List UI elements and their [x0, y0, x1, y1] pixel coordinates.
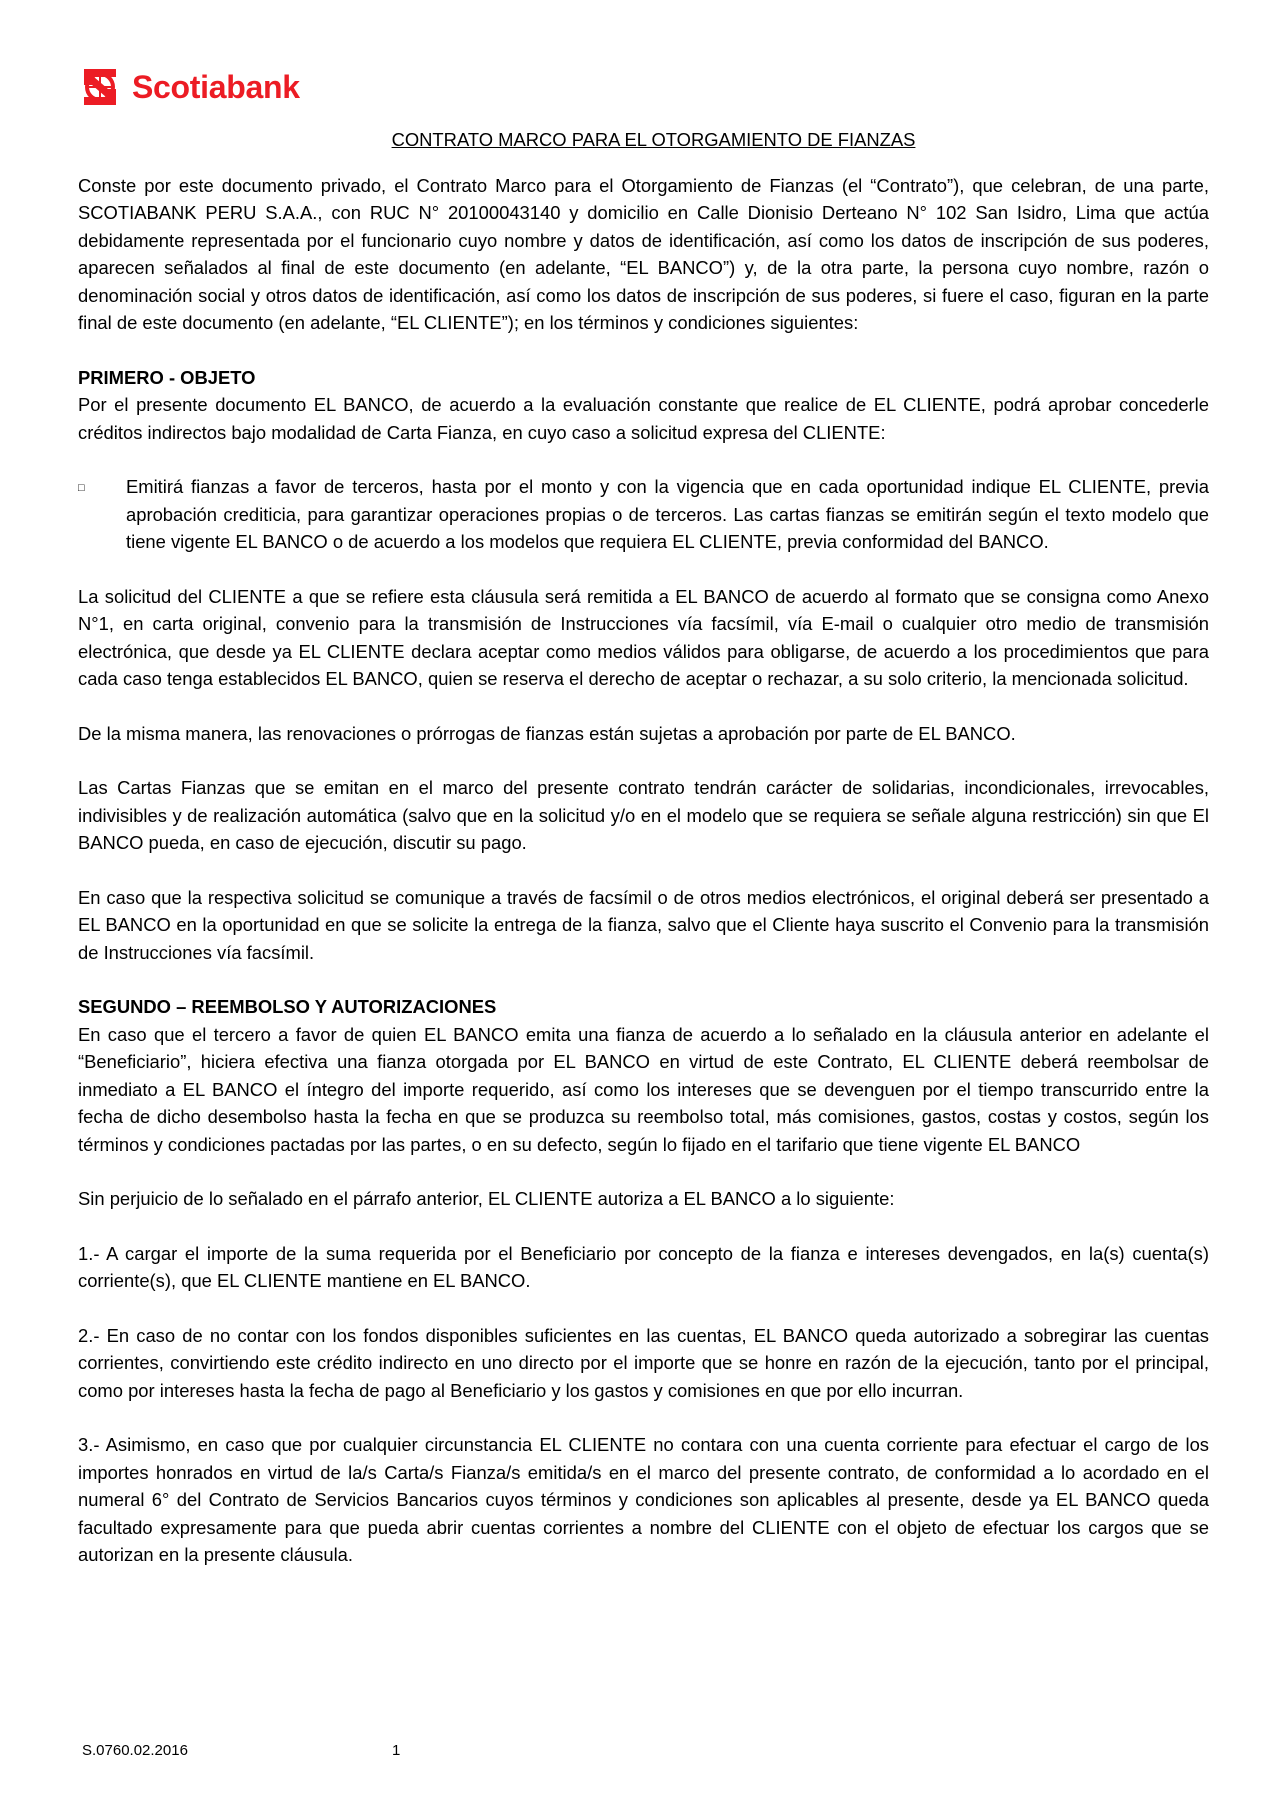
section1-paragraph-2: La solicitud del CLIENTE a que se refiere esta cláusula será remitida a EL BANCO de acuerdo al formato que se consigna como Anexo N°1, en carta original, convenio para la transmisión de Instrucciones vía facsímil, vía E-mail o cualquier otro medio de transmisión electrónica, que desde ya EL CLIENTE declara aceptar como medios válidos para obligarse, de acuerdo a los procedimientos que para cada caso tenga establecidos EL BANCO, quien se reserva el derecho de aceptar o rechazar, a su solo criterio, la mencionada solicitud. — [78, 585, 1209, 689]
section2-paragraph-2: Sin perjuicio de lo señalado en el párrafo anterior, EL CLIENTE autoriza a EL BANCO a lo siguiente: — [78, 1188, 895, 1209]
document-title: CONTRATO MARCO PARA EL OTORGAMIENTO DE FIANZAS — [391, 129, 916, 150]
section-heading-segundo: SEGUNDO – REEMBOLSO Y AUTORIZACIONES — [78, 996, 497, 1017]
intro-paragraph: Conste por este documento privado, el Contrato Marco para el Otorgamiento de Fianzas (el “Contrato”), que celebran, de una parte, SCOTIABANK PERU S.A.A., con RUC N° 20100043140 y domicilio en Calle Dionisio Derteano N° 102 San Isidro, Lima que actúa debidamente representada por el funcionario cuyo nombre y datos de identificación, así como los datos de inscripción de sus poderes, aparecen señalados al final de este documento (en adelante, “EL BANCO”) y, de la otra parte, la persona cuyo nombre, razón o denominación social y otros datos de identificación, así como los datos de inscripción de sus poderes, si fuere el caso, figuran en la parte final de este documento (en adelante, “EL CLIENTE”); en los términos y condiciones siguientes: — [78, 174, 1209, 333]
section2-paragraph-1: En caso que el tercero a favor de quien EL BANCO emita una fianza de acuerdo a lo señalado en la cláusula anterior en adelante el “Beneficiario”, hiciera efectiva una fianza otorgada por EL BANCO en virtud de este Contrato, EL CLIENTE deberá reembolsar de inmediato a EL BANCO el íntegro del importe requerido, así como los intereses que se devenguen por el tiempo transcurrido entre la fecha de dicho desembolso hasta la fecha en que se produzca su reembolso total, más comisiones, gastos, costas y costos, según los términos y condiciones pactadas por las partes, o en su defecto, según lo fijado en el tarifario que tiene vigente EL BANCO — [78, 1023, 1209, 1155]
scotiabank-logo — [78, 63, 300, 111]
section1-paragraph-1: Por el presente documento EL BANCO, de acuerdo a la evaluación constante que realice de EL CLIENTE, podrá aprobar concederle créditos indirectos bajo modalidad de Carta Fianza, en cuyo caso a solicitud expresa del CLIENTE: — [78, 394, 1209, 443]
section2-item-1: 1.- A cargar el importe de la suma requerida por el Beneficiario por concepto de la fianza e intereses devengados, en la(s) cuenta(s) corriente(s), que EL CLIENTE mantiene en EL BANCO. — [78, 1242, 1209, 1291]
footer-page-number: 1 — [392, 1742, 401, 1759]
list-item — [78, 473, 1209, 556]
section-heading-primero: PRIMERO - OBJETO — [78, 366, 256, 388]
square-bullet-icon: □ — [78, 482, 85, 494]
footer-document-code: S.0760.02.2016 — [82, 1742, 188, 1759]
section1-paragraph-3: De la misma manera, las renovaciones o prórrogas de fianzas están sujetas a aprobación por parte de EL BANCO. — [78, 722, 1016, 744]
section2-item-2: 2.- En caso de no contar con los fondos disponibles suficientes en las cuentas, EL BANCO queda autorizado a sobregirar las cuentas corrientes, convirtiendo este crédito indirecto en uno directo por el importe que se honre en razón de la ejecución, tanto por el principal, como por intereses hasta la fecha de pago al Beneficiario y los gastos y comisiones en que por ello incurran. — [78, 1324, 1209, 1401]
section1-paragraph-4: Las Cartas Fianzas que se emitan en el marco del presente contrato tendrán carácter de solidarias, incondicionales, irrevocables, indivisibles y de realización automática (salvo que en la solicitud y/o en el modelo que se requiera se señale alguna restricción) sin que El BANCO pueda, en caso de ejecución, discutir su pago. — [78, 777, 1209, 853]
section2-item-3: 3.- Asimismo, en caso que por cualquier circunstancia EL CLIENTE no contara con una cuenta corriente para efectuar el cargo de los importes honrados en virtud de la/s Carta/s Fianza/s emitida/s en el marco del presente contrato, de conformidad a lo acordado en el numeral 6° del Contrato de Servicios Bancarios cuyos términos y condiciones son aplicables al presente, desde ya EL BANCO queda facultado expresamente para que pueda abrir cuentas corrientes a nombre del CLIENTE con el objeto de efectuar los cargos que se autorizan en la presente cláusula. — [78, 1434, 1209, 1565]
scotiabank-s-icon — [78, 63, 122, 111]
section1-paragraph-5: En caso que la respectiva solicitud se comunique a través de facsímil o de otros medios electrónicos, el original deberá ser presentado a EL BANCO en la oportunidad en que se solicite la entrega de la fianza, salvo que el Cliente haya suscrito el Convenio para la transmisión de Instrucciones vía facsímil. — [78, 886, 1209, 963]
brand-name: Scotiabank — [132, 69, 300, 105]
contract-document — [78, 126, 1209, 1569]
bullet-text: Emitirá fianzas a favor de terceros, hasta por el monto y con la vigencia que en cada oportunidad indique EL CLIENTE, previa aprobación crediticia, para garantizar operaciones propias o de terceros. Las cartas fianzas se emitirán según el texto modelo que tiene vigente EL BANCO o de acuerdo a los modelos que requiera EL CLIENTE, previa conformidad del BANCO. — [126, 476, 1209, 552]
